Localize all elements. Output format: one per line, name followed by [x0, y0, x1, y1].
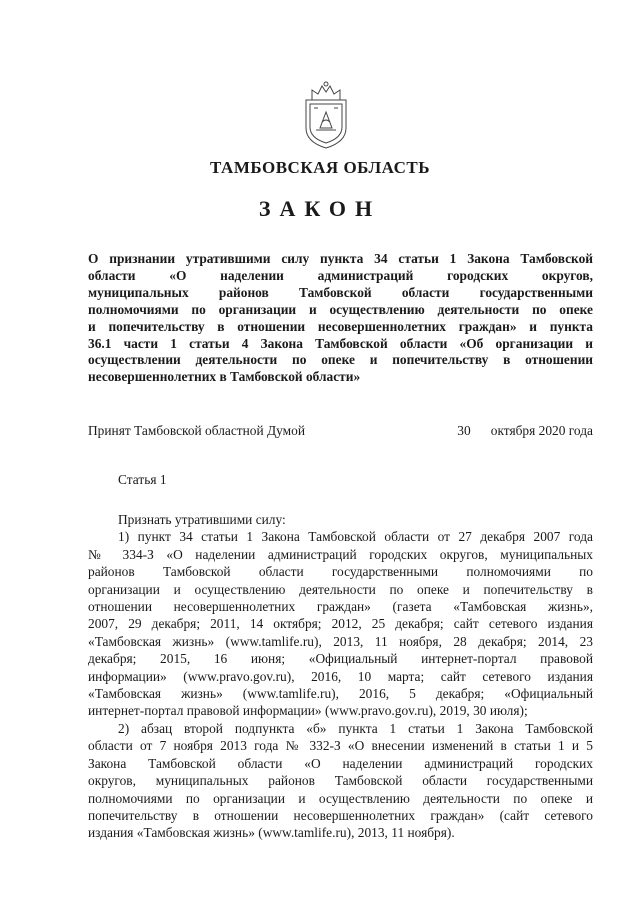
body-line: «Тамбовская жизнь» (www.tamlife.ru), 2016, 5 декабря; «Официальный — [88, 686, 593, 702]
article-heading: Статья 1 — [118, 472, 167, 487]
body-line: округов, муниципальных районов Тамбовской области государственными — [88, 773, 593, 789]
title-line: области «О наделении администраций городских округов, — [88, 267, 593, 283]
body-line: № 334-З «О наделении администраций городских округов, муниципальных — [88, 546, 593, 562]
tambov-coat-of-arms-icon — [300, 78, 352, 150]
law-title — [88, 251, 593, 386]
body-line: издания «Тамбовская жизнь» (www.tamlife.ru), 2013, 11 ноября). — [88, 825, 455, 841]
document-type-heading: ЗАКОН — [258, 196, 382, 221]
body-line: 2) абзац второй подпункта «б» пункта 1 статьи 1 Закона Тамбовской — [118, 720, 593, 736]
body-line: отношении несовершеннолетних граждан» (газета «Тамбовская жизнь», — [88, 599, 593, 615]
body-line: интернет-портал правовой информации» (www.pravo.gov.ru), 2019, 30 июля); — [88, 703, 528, 719]
adoption-month-year: октября 2020 года — [490, 423, 593, 438]
title-line: полномочиями по организации и осуществлению деятельности по опеке — [88, 301, 593, 317]
adoption-day: 30 — [457, 423, 471, 438]
adoption-date — [457, 423, 593, 439]
body-line: организации и осуществлению деятельности по опеке и попечительству в — [88, 581, 593, 597]
body-line: Закона Тамбовской области «О наделении администраций городских — [88, 755, 593, 771]
body-line: районов Тамбовской области государственными полномочиями по — [88, 564, 593, 580]
article-body — [88, 511, 593, 842]
region-heading: ТАМБОВСКАЯ ОБЛАСТЬ — [210, 158, 430, 177]
body-line: области от 7 ноября 2013 года № 332-З «О внесении изменений в статьи 1 и 5 — [88, 738, 593, 754]
body-line: полномочиями по организации и осуществлению деятельности по опеке и — [88, 790, 593, 806]
body-line: попечительству в отношении несовершеннолетних граждан» (сайт сетевого — [88, 807, 593, 823]
body-line: «Тамбовская жизнь» (www.tamlife.ru), 2013, 11 ноября, 28 декабря; 2014, 23 — [88, 633, 593, 649]
title-line: 36.1 части 1 статьи 4 Закона Тамбовской области «Об организации и — [88, 335, 593, 351]
adoption-body-text: Принят Тамбовской областной Думой — [88, 423, 306, 438]
body-line: декабря; 2015, 16 июня; «Официальный интернет-портал правовой — [88, 651, 593, 667]
body-line: 1) пункт 34 статьи 1 Закона Тамбовской области от 27 декабря 2007 года — [118, 529, 593, 545]
title-line: несовершеннолетних в Тамбовской области» — [88, 369, 361, 385]
body-line: Признать утратившими силу: — [118, 512, 286, 527]
title-line: О признании утратившими силу пункта 34 статьи 1 Закона Тамбовской — [88, 251, 593, 266]
body-line: 2007, 29 декабря; 2011, 14 октября; 2012, 25 декабря; сайт сетевого издания — [88, 616, 593, 632]
title-line: муниципальных районов Тамбовской области государственными — [88, 284, 593, 300]
title-line: и попечительству в отношении несовершеннолетних граждан» и пункта — [88, 318, 593, 334]
body-line: информации» (www.pravo.gov.ru), 2016, 10 марта; сайт сетевого издания — [88, 668, 593, 684]
title-line: осуществлении деятельности по опеке и попечительству в отношении — [88, 352, 593, 368]
